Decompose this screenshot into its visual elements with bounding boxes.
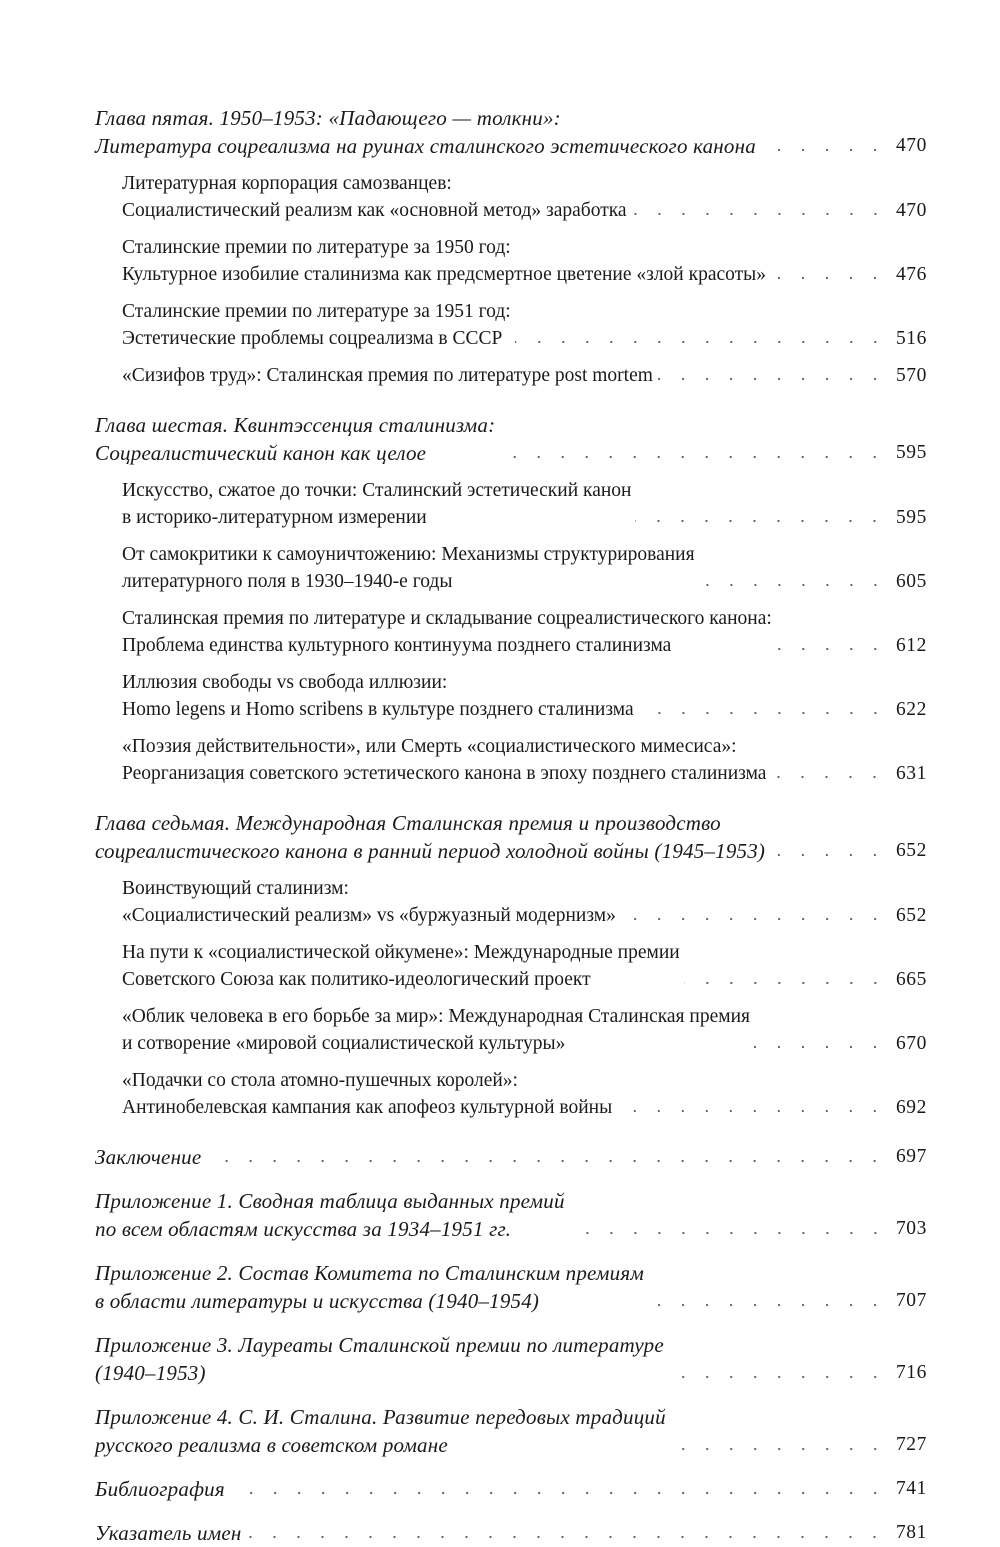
- toc-entry-title-line: «Сизифов труд»: Сталинская премия по литературе post mortem: [122, 365, 653, 386]
- toc-chapter-entry: [95, 809, 927, 865]
- toc-entry-title: [122, 362, 653, 389]
- toc-page-number: 622: [895, 699, 927, 720]
- toc-chapter-entry: [95, 1475, 927, 1503]
- toc-page-number: 670: [895, 1033, 927, 1054]
- toc-section-entry: [122, 541, 927, 595]
- dot-leader: [638, 696, 887, 723]
- toc-entry-title-line: Антинобелевская кампания как апофеоз культурной войны: [122, 1097, 613, 1118]
- toc-page-number: 707: [895, 1290, 927, 1311]
- toc-entry-title-line: Культурное изобилие сталинизма как предсмертное цветение «злой красоты»: [122, 264, 767, 285]
- toc-entry-title-line: Глава седьмая. Международная Сталинская премия и производство: [95, 811, 721, 835]
- dot-leader: [760, 133, 887, 160]
- toc-entry-title: [122, 298, 511, 352]
- toc-entry-title: [122, 605, 772, 659]
- table-of-contents: [95, 104, 927, 1547]
- toc-entry-title: [122, 170, 627, 224]
- toc-section-entry: [122, 669, 927, 723]
- toc-entry-title-line: (1940–1953): [95, 1361, 206, 1385]
- toc-entry-title-line: Искусство, сжатое до точки: Сталинский эстетический канон: [122, 480, 632, 501]
- toc-chapter-entry: [95, 1403, 927, 1459]
- toc-entry-title-line: На пути к «социалистической ойкумене»: Международные премии: [122, 942, 680, 963]
- dot-leader: [229, 1476, 887, 1503]
- dot-leader: [515, 325, 887, 352]
- toc-section-entry: [122, 170, 927, 224]
- toc-entry-title-line: соцреалистического канона в ранний период холодной войны (1945–1953): [95, 839, 766, 863]
- dot-leader: [668, 1360, 887, 1387]
- toc-page-number: 652: [895, 840, 927, 861]
- toc-entry-title-line: Библиография: [95, 1477, 225, 1501]
- dot-leader: [616, 1094, 887, 1121]
- toc-entry-title: [122, 1003, 750, 1057]
- toc-entry-title-line: «Подачки со стола атомно-пушечных королей»:: [122, 1070, 518, 1091]
- toc-entry-title-line: Соцреалистический канон как целое: [95, 441, 427, 465]
- dot-leader: [769, 838, 887, 865]
- toc-section-entry: [122, 939, 927, 993]
- toc-page-number: 652: [895, 905, 927, 926]
- toc-entry-title: [122, 234, 766, 288]
- toc-entry-title: [95, 1475, 225, 1503]
- dot-leader: [657, 362, 887, 389]
- toc-entry-title: [122, 939, 680, 993]
- toc-entry-title-line: Сталинские премии по литературе за 1951 год:: [122, 301, 511, 322]
- toc-page-number: 665: [895, 969, 927, 990]
- toc-entry-title-line: по всем областям искусства за 1934–1951 гг.: [95, 1217, 512, 1241]
- toc-entry-title: [95, 1403, 666, 1459]
- dot-leader: [499, 440, 887, 467]
- toc-entry-title-line: в области литературы и искусства (1940–1954): [95, 1289, 540, 1313]
- toc-entry-title: [122, 669, 634, 723]
- toc-entry-title-line: Глава пятая. 1950–1953: «Падающего — толкни»:: [95, 106, 561, 130]
- toc-entry-title-line: Сталинские премии по литературе за 1950 год:: [122, 237, 511, 258]
- toc-chapter-entry: [95, 1259, 927, 1315]
- toc-entry-title-line: Заключение: [95, 1145, 202, 1169]
- toc-entry-title-line: Реорганизация советского эстетического канона в эпоху позднего сталинизма: [122, 763, 767, 784]
- toc-chapter-entry: [95, 1519, 927, 1547]
- toc-page-number: 741: [895, 1478, 927, 1499]
- toc-entry-title-line: Приложение 3. Лауреаты Сталинской премии по литературе: [95, 1333, 664, 1357]
- toc-entry-title-line: Проблема единства культурного континуума позднего сталинизма: [122, 635, 672, 656]
- toc-entry-title-line: Homo legens и Homo scribens в культуре позднего сталинизма: [122, 699, 634, 720]
- dot-leader: [776, 632, 887, 659]
- toc-section-entry: [122, 234, 927, 288]
- toc-entry-title-line: Сталинская премия по литературе и складывание соцреалистического канона:: [122, 608, 772, 629]
- toc-chapter-entry: [95, 1187, 927, 1243]
- toc-section-entry: [122, 362, 927, 389]
- toc-entry-title: [95, 1259, 644, 1315]
- toc-entry-title: [95, 809, 765, 865]
- dot-leader: [670, 1432, 887, 1459]
- toc-entry-title-line: Иллюзия свободы vs свобода иллюзии:: [122, 672, 448, 693]
- toc-page-number: 605: [895, 571, 927, 592]
- dot-leader: [569, 1216, 887, 1243]
- dot-leader: [770, 261, 887, 288]
- toc-entry-title: [122, 733, 766, 787]
- toc-entry-title-line: и сотворение «мировой социалистической культуры»: [122, 1033, 566, 1054]
- dot-leader: [684, 966, 887, 993]
- toc-section-entry: [122, 477, 927, 531]
- toc-page-number: 692: [895, 1097, 927, 1118]
- toc-page-number: 631: [895, 763, 927, 784]
- toc-entry-title-line: От самокритики к самоуничтожению: Механизмы структурирования: [122, 544, 695, 565]
- toc-page-number: 612: [895, 635, 927, 656]
- toc-entry-title: [95, 104, 756, 160]
- toc-entry-title: [95, 1331, 664, 1387]
- toc-page-number: 697: [895, 1146, 927, 1167]
- dot-leader: [699, 568, 887, 595]
- toc-entry-title-line: Литературная корпорация самозванцев:: [122, 173, 452, 194]
- dot-leader: [635, 504, 887, 531]
- toc-entry-title-line: литературного поля в 1930–1940-е годы: [122, 571, 453, 592]
- toc-entry-title-line: Воинствующий сталинизм:: [122, 878, 349, 899]
- toc-chapter-entry: [95, 104, 927, 160]
- toc-page-number: 703: [895, 1218, 927, 1239]
- dot-leader: [770, 760, 887, 787]
- toc-chapter-entry: [95, 1143, 927, 1171]
- toc-page-number: 476: [895, 264, 927, 285]
- toc-section-entry: [122, 1003, 927, 1057]
- toc-entry-title-line: Эстетические проблемы соцреализма в СССР: [122, 328, 503, 349]
- toc-section-entry: [122, 733, 927, 787]
- dot-leader: [245, 1520, 887, 1547]
- toc-entry-title-line: Указатель имен: [95, 1521, 242, 1545]
- toc-section-entry: [122, 1067, 927, 1121]
- toc-entry-title: [95, 1187, 565, 1243]
- toc-chapter-entry: [95, 411, 927, 467]
- toc-entry-title: [95, 1143, 201, 1171]
- toc-entry-title-line: Социалистический реализм как «основной метод» заработка: [122, 200, 627, 221]
- toc-section-entry: [122, 605, 927, 659]
- toc-entry-title-line: русского реализма в советском романе: [95, 1433, 448, 1457]
- toc-chapter-entry: [95, 1331, 927, 1387]
- toc-page-number: 727: [895, 1434, 927, 1455]
- toc-page-number: 516: [895, 328, 927, 349]
- toc-page-number: 470: [895, 135, 927, 156]
- toc-entry-title-line: Советского Союза как политико-идеологический проект: [122, 969, 591, 990]
- toc-page-number: 595: [895, 442, 927, 463]
- toc-entry-title-line: «Поэзия действительности», или Смерть «социалистического мимесиса»:: [122, 736, 737, 757]
- toc-entry-title-line: Литература соцреализма на руинах сталинского эстетического канона: [95, 134, 756, 158]
- dot-leader: [754, 1030, 887, 1057]
- toc-entry-title: [95, 1519, 241, 1547]
- toc-entry-title: [122, 875, 616, 929]
- toc-entry-title-line: в историко-литературном измерении: [122, 507, 427, 528]
- toc-page-number: 716: [895, 1362, 927, 1383]
- toc-entry-title-line: Приложение 4. С. И. Сталина. Развитие передовых традиций: [95, 1405, 666, 1429]
- toc-entry-title: [122, 477, 631, 531]
- toc-page-number: 470: [895, 200, 927, 221]
- toc-entry-title: [95, 411, 495, 467]
- toc-entry-title-line: «Облик человека в его борьбе за мир»: Международная Сталинская премия: [122, 1006, 750, 1027]
- toc-entry-title-line: Глава шестая. Квинтэссенция сталинизма:: [95, 413, 496, 437]
- dot-leader: [631, 197, 887, 224]
- toc-entry-title-line: Приложение 2. Состав Комитета по Сталинским премиям: [95, 1261, 644, 1285]
- toc-entry-title-line: Приложение 1. Сводная таблица выданных премий: [95, 1189, 565, 1213]
- dot-leader: [205, 1144, 887, 1171]
- dot-leader: [648, 1288, 887, 1315]
- dot-leader: [620, 902, 887, 929]
- toc-page-number: 781: [895, 1522, 927, 1543]
- toc-page-number: 570: [895, 365, 927, 386]
- toc-entry-title-line: «Социалистический реализм» vs «буржуазный модернизм»: [122, 905, 616, 926]
- toc-entry-title: [122, 1067, 612, 1121]
- toc-page-number: 595: [895, 507, 927, 528]
- toc-section-entry: [122, 298, 927, 352]
- toc-entry-title: [122, 541, 695, 595]
- toc-section-entry: [122, 875, 927, 929]
